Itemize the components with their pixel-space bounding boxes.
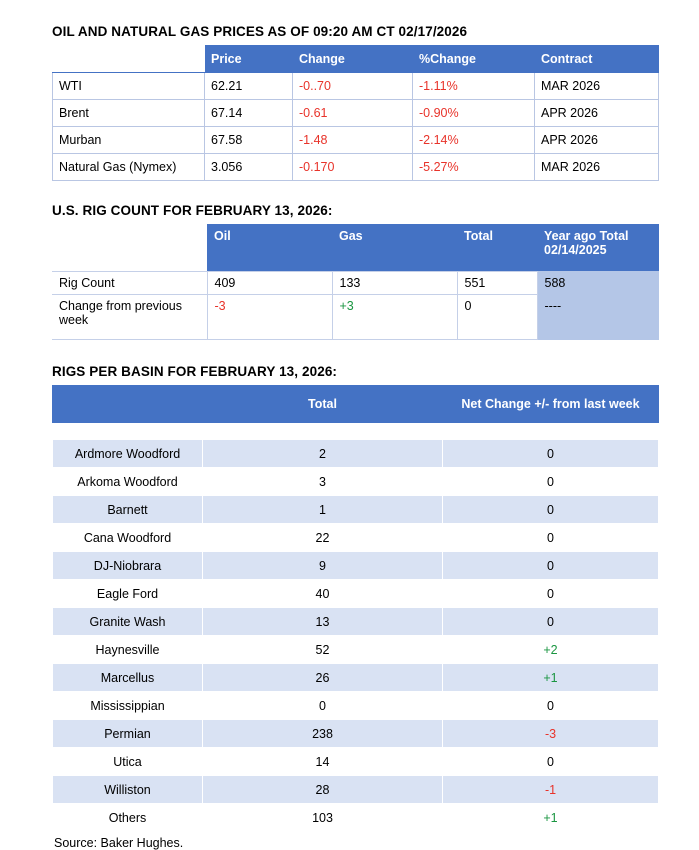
rigcount-row-label: Change from previous week bbox=[52, 295, 207, 340]
prices-row-contract: APR 2026 bbox=[535, 127, 659, 154]
prices-header-blank bbox=[53, 46, 205, 73]
basin-change: 0 bbox=[443, 580, 659, 608]
prices-row-name: Brent bbox=[53, 100, 205, 127]
rigcount-header-oil: Oil bbox=[207, 224, 332, 272]
rigcount-row-total: 551 bbox=[457, 272, 537, 295]
table-row bbox=[53, 608, 659, 636]
rigcount-row-yearago: ---- bbox=[537, 295, 659, 340]
source-note: Source: Baker Hughes. bbox=[54, 836, 184, 850]
rigcount-row-oil: -3 bbox=[207, 295, 332, 340]
basin-total: 52 bbox=[203, 636, 443, 664]
prices-row-price: 3.056 bbox=[205, 154, 293, 181]
rigs-per-basin-table bbox=[52, 385, 659, 832]
basin-change: 0 bbox=[443, 468, 659, 496]
table-row bbox=[53, 154, 659, 181]
basin-total: 3 bbox=[203, 468, 443, 496]
basin-total: 22 bbox=[203, 524, 443, 552]
basin-change: -3 bbox=[443, 720, 659, 748]
basin-name: Marcellus bbox=[53, 664, 203, 692]
rigcount-header-yearago: Year ago Total 02/14/2025 bbox=[537, 224, 659, 272]
basin-name: Utica bbox=[53, 748, 203, 776]
basin-name: Arkoma Woodford bbox=[53, 468, 203, 496]
prices-row-price: 62.21 bbox=[205, 73, 293, 100]
table-header-row bbox=[53, 386, 659, 423]
table-row bbox=[53, 804, 659, 832]
prices-row-price: 67.14 bbox=[205, 100, 293, 127]
table-row bbox=[52, 272, 659, 295]
prices-row-change: -1.48 bbox=[293, 127, 413, 154]
rigcount-row-oil: 409 bbox=[207, 272, 332, 295]
basin-change: 0 bbox=[443, 692, 659, 720]
basin-name: Others bbox=[53, 804, 203, 832]
prices-row-price: 67.58 bbox=[205, 127, 293, 154]
basin-change: -1 bbox=[443, 776, 659, 804]
prices-row-pct: -5.27% bbox=[413, 154, 535, 181]
table-row bbox=[53, 636, 659, 664]
table-row bbox=[53, 580, 659, 608]
prices-row-pct: -1.11% bbox=[413, 73, 535, 100]
rigcount-row-gas: 133 bbox=[332, 272, 457, 295]
prices-row-name: WTI bbox=[53, 73, 205, 100]
table-header-row bbox=[52, 224, 659, 272]
basin-change: 0 bbox=[443, 496, 659, 524]
basin-name: Barnett bbox=[53, 496, 203, 524]
table-row bbox=[53, 496, 659, 524]
table-row bbox=[53, 73, 659, 100]
prices-header-change: Change bbox=[293, 46, 413, 73]
prices-row-change: -0.61 bbox=[293, 100, 413, 127]
us-rig-count-table bbox=[52, 224, 659, 340]
basin-change: 0 bbox=[443, 524, 659, 552]
table-row bbox=[53, 552, 659, 580]
basin-change: 0 bbox=[443, 748, 659, 776]
basin-change: +1 bbox=[443, 664, 659, 692]
prices-row-pct: -2.14% bbox=[413, 127, 535, 154]
oil-gas-prices-table bbox=[52, 45, 659, 181]
table-row bbox=[53, 664, 659, 692]
prices-row-contract: MAR 2026 bbox=[535, 73, 659, 100]
basin-change: 0 bbox=[443, 608, 659, 636]
basin-name: Mississippian bbox=[53, 692, 203, 720]
rigcount-header-gas: Gas bbox=[332, 224, 457, 272]
basin-total: 103 bbox=[203, 804, 443, 832]
basin-name: Williston bbox=[53, 776, 203, 804]
basins-title: RIGS PER BASIN FOR FEBRUARY 13, 2026: bbox=[52, 364, 338, 379]
rigcount-row-gas: +3 bbox=[332, 295, 457, 340]
table-row bbox=[53, 127, 659, 154]
basin-total: 9 bbox=[203, 552, 443, 580]
basin-total: 2 bbox=[203, 440, 443, 468]
rigcount-title: U.S. RIG COUNT FOR FEBRUARY 13, 2026: bbox=[52, 203, 333, 218]
basin-total: 14 bbox=[203, 748, 443, 776]
prices-row-change: -0..70 bbox=[293, 73, 413, 100]
basins-header-total: Total bbox=[203, 386, 443, 423]
basin-change: 0 bbox=[443, 440, 659, 468]
basin-name: DJ-Niobrara bbox=[53, 552, 203, 580]
rigcount-row-yearago: 588 bbox=[537, 272, 659, 295]
table-row bbox=[53, 776, 659, 804]
rigcount-header-total: Total bbox=[457, 224, 537, 272]
basin-name: Granite Wash bbox=[53, 608, 203, 636]
basin-name: Permian bbox=[53, 720, 203, 748]
table-row bbox=[53, 748, 659, 776]
basin-total: 0 bbox=[203, 692, 443, 720]
rigcount-row-total: 0 bbox=[457, 295, 537, 340]
basin-total: 238 bbox=[203, 720, 443, 748]
basin-total: 13 bbox=[203, 608, 443, 636]
prices-row-contract: APR 2026 bbox=[535, 100, 659, 127]
basin-total: 26 bbox=[203, 664, 443, 692]
table-row bbox=[53, 440, 659, 468]
prices-header-price: Price bbox=[205, 46, 293, 73]
basin-total: 1 bbox=[203, 496, 443, 524]
basin-name: Ardmore Woodford bbox=[53, 440, 203, 468]
prices-row-name: Natural Gas (Nymex) bbox=[53, 154, 205, 181]
basins-spacer-row bbox=[53, 423, 659, 440]
table-row bbox=[53, 468, 659, 496]
basin-name: Haynesville bbox=[53, 636, 203, 664]
rigcount-row-label: Rig Count bbox=[52, 272, 207, 295]
prices-header-contract: Contract bbox=[535, 46, 659, 73]
table-row bbox=[53, 720, 659, 748]
prices-header-pctchange: %Change bbox=[413, 46, 535, 73]
basin-name: Eagle Ford bbox=[53, 580, 203, 608]
basins-header-blank bbox=[53, 386, 203, 423]
table-row bbox=[52, 295, 659, 340]
prices-row-name: Murban bbox=[53, 127, 205, 154]
table-row bbox=[53, 100, 659, 127]
table-row bbox=[53, 692, 659, 720]
prices-row-contract: MAR 2026 bbox=[535, 154, 659, 181]
basin-change: +2 bbox=[443, 636, 659, 664]
table-header-row bbox=[53, 46, 659, 73]
basin-total: 40 bbox=[203, 580, 443, 608]
prices-row-pct: -0.90% bbox=[413, 100, 535, 127]
basin-name: Cana Woodford bbox=[53, 524, 203, 552]
table-row bbox=[53, 524, 659, 552]
prices-row-change: -0.170 bbox=[293, 154, 413, 181]
basin-change: 0 bbox=[443, 552, 659, 580]
basin-change: +1 bbox=[443, 804, 659, 832]
basins-header-netchange: Net Change +/- from last week bbox=[443, 386, 659, 423]
basin-total: 28 bbox=[203, 776, 443, 804]
prices-title: OIL AND NATURAL GAS PRICES AS OF 09:20 AM CT 02/17/2026 bbox=[52, 24, 468, 39]
rigcount-header-blank bbox=[52, 224, 207, 272]
